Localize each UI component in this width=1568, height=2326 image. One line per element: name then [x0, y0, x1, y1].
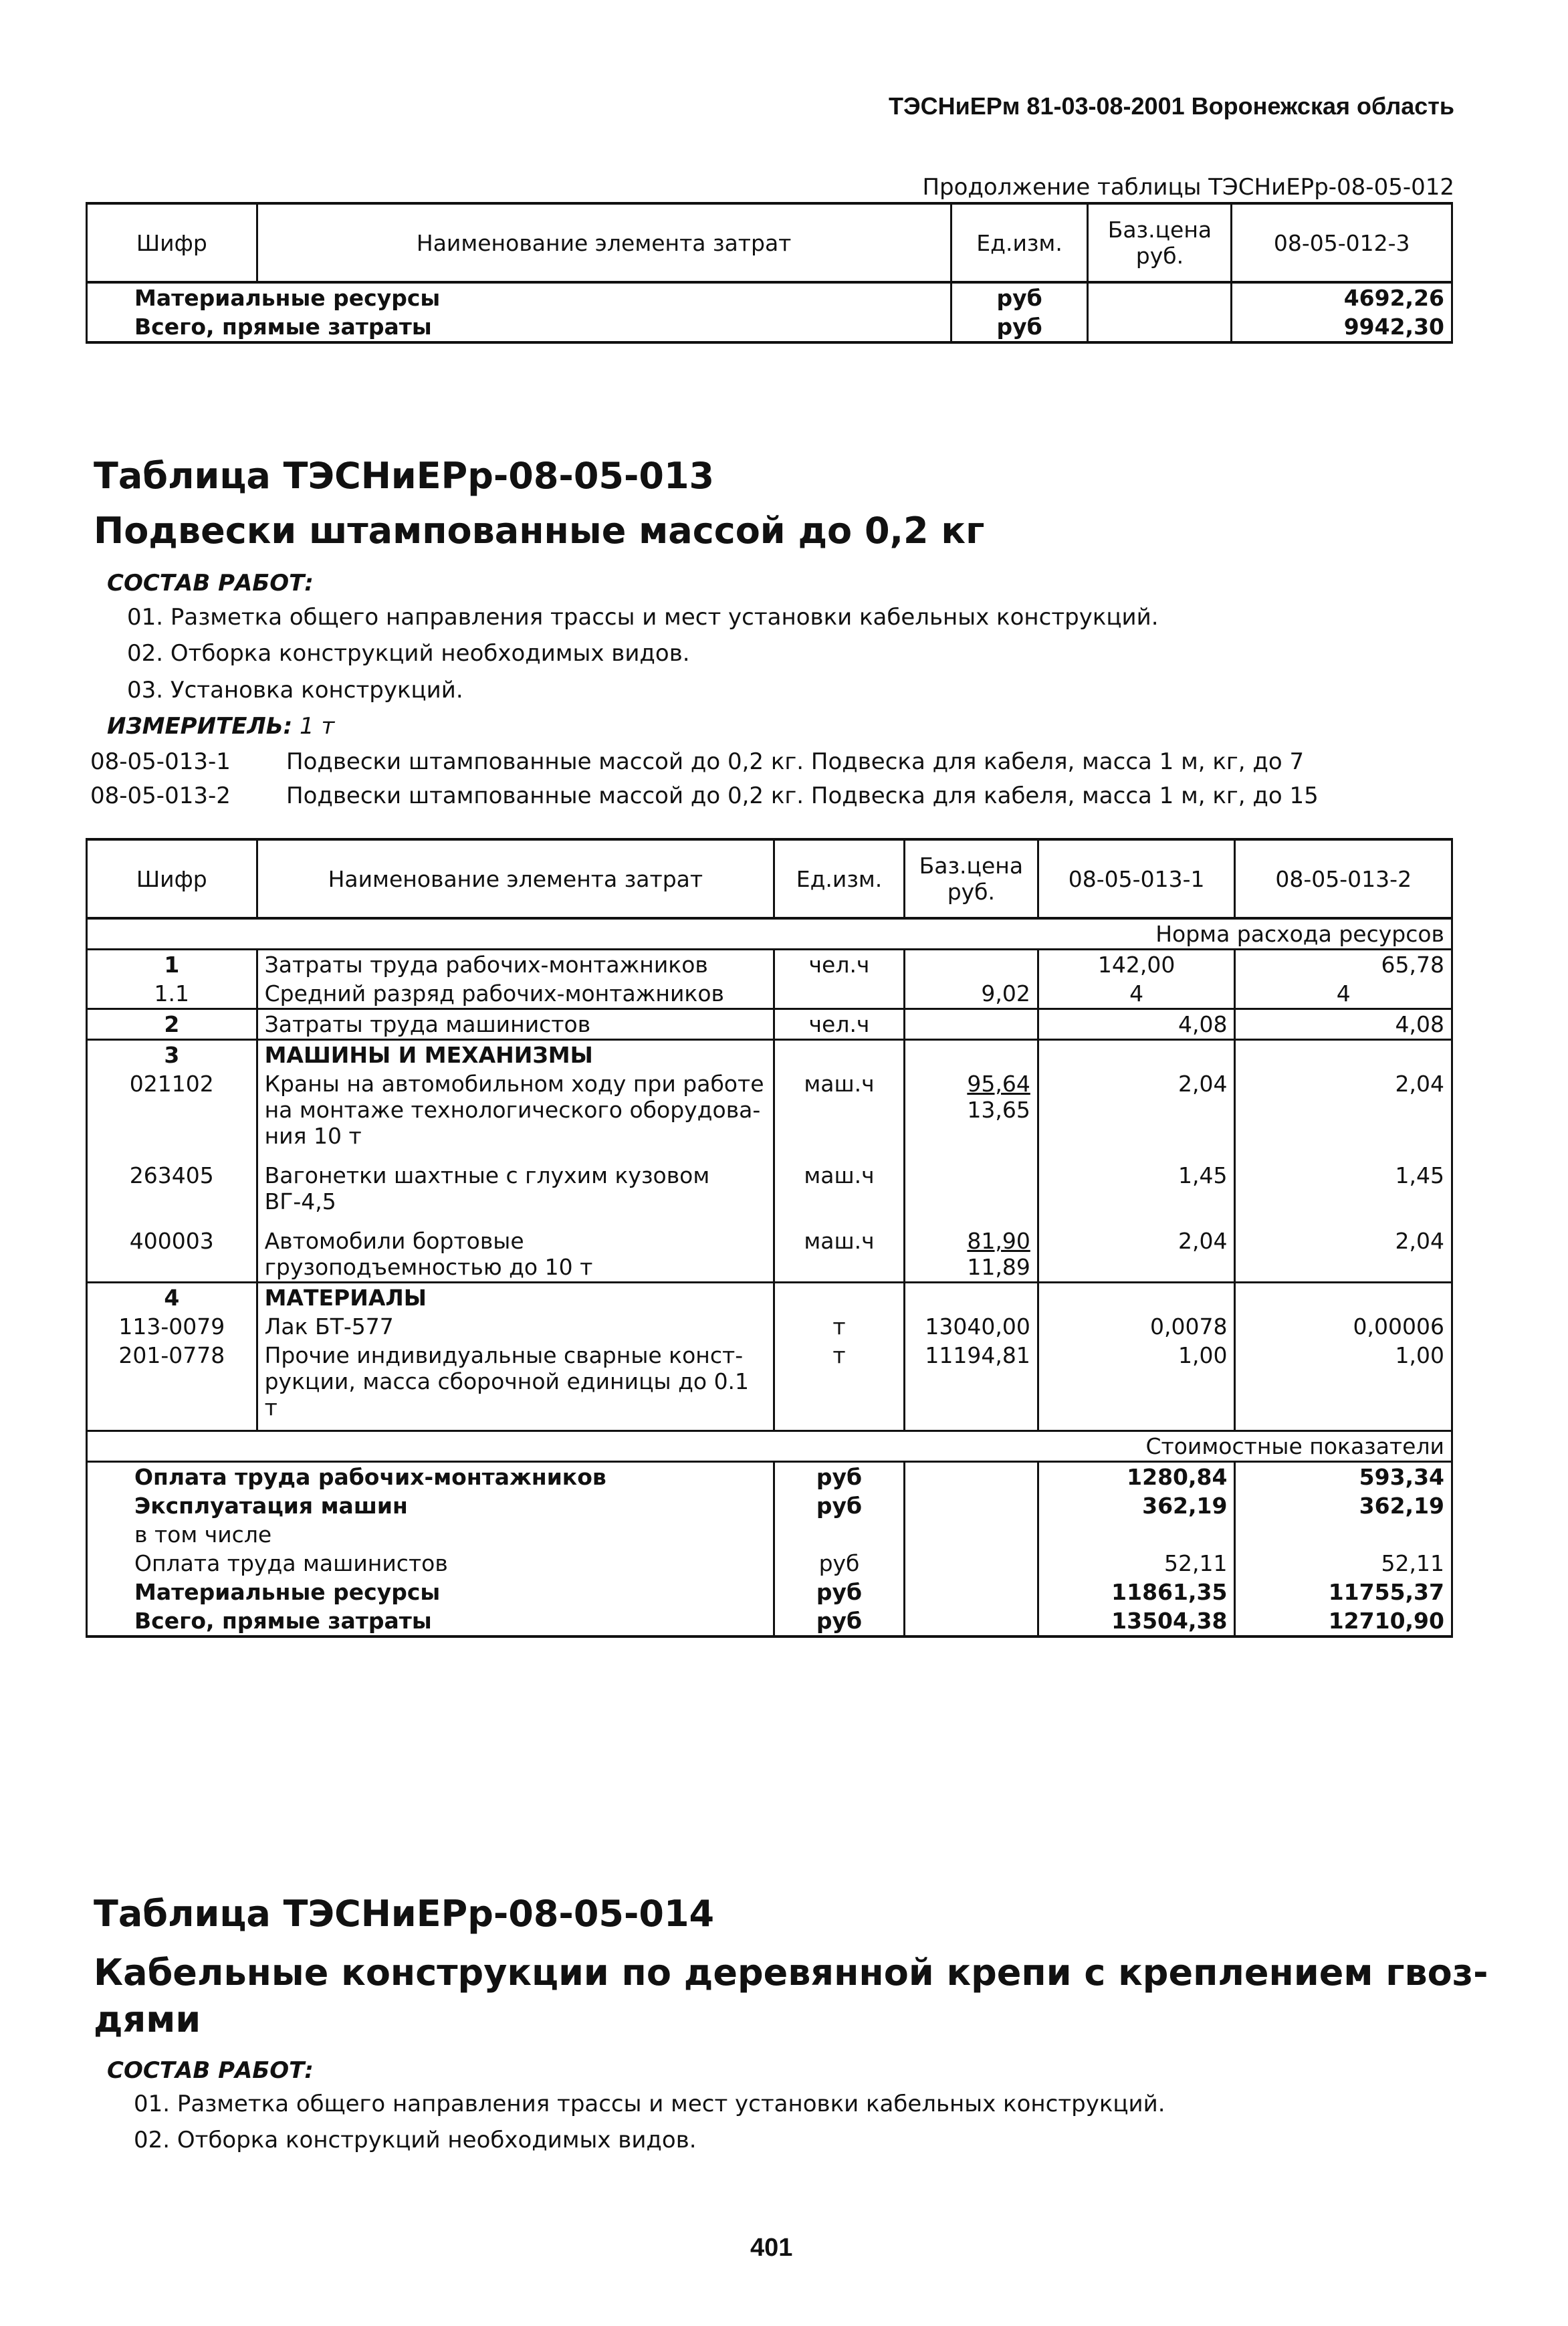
hdr-shifr: Шифр [87, 839, 257, 918]
meter-value: 1 т [300, 713, 335, 740]
cost-row: Оплата труда машинистов руб 52,11 52,11 [87, 1549, 1452, 1578]
work-item: 02. Отборка конструкций необходимых видов. [127, 640, 690, 667]
hdr-name: Наименование элемента затрат [257, 839, 774, 918]
hdr-unit: Ед.изм. [951, 203, 1088, 282]
table-row: 3 МАШИНЫ И МЕХАНИЗМЫ [87, 1040, 1452, 1070]
table-013-title: Таблица ТЭСНиЕРр-08-05-013 [94, 455, 715, 497]
continuation-caption: Продолжение таблицы ТЭСНиЕРр-08-05-012 [922, 174, 1454, 201]
table-013-subtitle: Подвески штампованные массой до 0,2 кг [94, 510, 985, 552]
table-row: 1 Затраты труда рабочих-монтажников чел.ч 142,00 65,78 [87, 950, 1452, 980]
table-012 [86, 202, 1453, 344]
work-item: 03. Установка конструкций. [127, 677, 463, 704]
work-item: 02. Отборка конструкций необходимых видов. [134, 2127, 697, 2153]
norm-caption-row: Норма расхода ресурсов [87, 918, 1452, 950]
table-row: 201-0778 Прочие индивидуальные сварные конст-рукции, масса сборочной единицы до 0.1 т т 11194,81 1,00 1,00 [87, 1341, 1452, 1431]
hdr-col: 08-05-012-3 [1232, 203, 1452, 282]
cost-caption-row: Стоимостные показатели [87, 1431, 1452, 1462]
table-row: 021102 Краны на автомобильном ходу при работе на монтаже технологического оборудова-ния 10 т маш.ч 95,64 13,65 2,04 2,04 [87, 1069, 1452, 1150]
table-row: Материальные ресурсы руб 4692,26 [87, 282, 1452, 312]
item-desc: Подвески штампованные массой до 0,2 кг. Подвеска для кабеля, масса 1 м, кг, до 15 [286, 782, 1319, 809]
hdr-col-2: 08-05-013-2 [1235, 839, 1452, 918]
work-composition-label: СОСТАВ РАБОТ: [107, 570, 314, 597]
work-item: 01. Разметка общего направления трассы и мест установки кабельных конструкций. [134, 2091, 1165, 2117]
table-row: 1.1 Средний разряд рабочих-монтажников 9,02 4 4 [87, 979, 1452, 1009]
hdr-price: Баз.цена руб. [1088, 203, 1232, 282]
item-code: 08-05-013-1 [90, 748, 231, 775]
table-014-subtitle: Кабельные конструкции по деревянной крепи с креплением гвоз- [94, 1951, 1488, 1994]
item-desc: Подвески штампованные массой до 0,2 кг. Подвеска для кабеля, масса 1 м, кг, до 7 [286, 748, 1305, 775]
hdr-price: Баз.цена руб. [904, 839, 1038, 918]
work-item: 01. Разметка общего направления трассы и мест установки кабельных конструкций. [127, 604, 1159, 631]
table-row: 263405 Вагонетки шахтные с глухим кузовом ВГ-4,5 маш.ч 1,45 1,45 [87, 1150, 1452, 1216]
item-code: 08-05-013-2 [90, 782, 231, 809]
table-row: 400003 Автомобили бортовые грузоподъемностью до 10 т маш.ч 81,90 11,89 2,04 2,04 [87, 1216, 1452, 1283]
cost-row: Всего, прямые затраты руб 13504,38 12710,90 [87, 1606, 1452, 1636]
work-composition-label: СОСТАВ РАБОТ: [107, 2057, 314, 2084]
running-header: ТЭСНиЕРм 81-03-08-2001 Воронежская область [889, 92, 1454, 120]
table-row: 113-0079 Лак БТ-577 т 13040,00 0,0078 0,00006 [87, 1312, 1452, 1341]
meter-line [107, 713, 334, 740]
cost-row: в том числе [87, 1520, 1452, 1549]
meter-label: ИЗМЕРИТЕЛЬ: [107, 713, 293, 740]
table-row: 2 Затраты труда машинистов чел.ч 4,08 4,08 [87, 1009, 1452, 1040]
table-014-subtitle-cont: дями [94, 1998, 201, 2040]
hdr-shifr: Шифр [87, 203, 257, 282]
table-014-title: Таблица ТЭСНиЕРр-08-05-014 [94, 1893, 715, 1935]
table-row: Всего, прямые затраты руб 9942,30 [87, 312, 1452, 342]
cost-row: Оплата труда рабочих-монтажников руб 1280,84 593,34 [87, 1462, 1452, 1492]
table-013 [86, 838, 1453, 1638]
hdr-unit: Ед.изм. [774, 839, 905, 918]
page-number: 401 [750, 2234, 793, 2262]
hdr-name: Наименование элемента затрат [257, 203, 951, 282]
cost-row: Материальные ресурсы руб 11861,35 11755,37 [87, 1578, 1452, 1606]
table-row: 4 МАТЕРИАЛЫ [87, 1283, 1452, 1313]
hdr-col-1: 08-05-013-1 [1038, 839, 1235, 918]
cost-row: Эксплуатация машин руб 362,19 362,19 [87, 1491, 1452, 1520]
